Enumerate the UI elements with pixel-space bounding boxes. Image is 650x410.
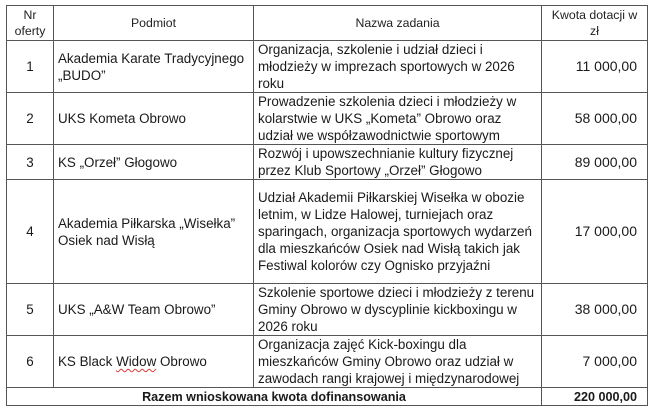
offer-number: 2 bbox=[7, 93, 54, 145]
header-entity: Podmiot bbox=[54, 6, 254, 41]
grant-amount: 7 000,00 bbox=[542, 336, 648, 388]
offer-number: 6 bbox=[7, 336, 54, 388]
spellcheck-flagged-word[interactable]: Widow bbox=[116, 354, 157, 369]
total-amount: 220 000,00 bbox=[542, 388, 648, 406]
grant-amount: 58 000,00 bbox=[542, 93, 648, 145]
grant-amount: 11 000,00 bbox=[542, 41, 648, 93]
grant-amount: 17 000,00 bbox=[542, 180, 648, 284]
grant-amount: 38 000,00 bbox=[542, 284, 648, 336]
task-name: Organizacja, szkolenie i udział dzieci i młodzieży w imprezach sportowych w 2026 roku bbox=[254, 41, 542, 93]
entity-name: UKS „A&W Team Obrowo” bbox=[54, 284, 254, 336]
table-row bbox=[7, 336, 648, 388]
task-name: Rozwój i upowszechnianie kultury fizycznej przez Klub Sportowy „Orzeł” Głogowo bbox=[254, 145, 542, 180]
entity-name: UKS Kometa Obrowo bbox=[54, 93, 254, 145]
total-row bbox=[7, 388, 648, 406]
table-row bbox=[7, 180, 648, 284]
header-row bbox=[7, 6, 648, 41]
grant-amount: 89 000,00 bbox=[542, 145, 648, 180]
task-name: Szkolenie sportowe dzieci i młodzieży z terenu Gminy Obrowo w dyscyplinie kickboxingu w 2026 roku bbox=[254, 284, 542, 336]
entity-name: KS „Orzeł” Głogowo bbox=[54, 145, 254, 180]
offer-number: 4 bbox=[7, 180, 54, 284]
total-label: Razem wnioskowana kwota dofinansowania bbox=[7, 388, 542, 406]
offer-number: 3 bbox=[7, 145, 54, 180]
table-row bbox=[7, 41, 648, 93]
table-row bbox=[7, 284, 648, 336]
entity-name-prefix: KS Black bbox=[58, 354, 117, 369]
header-task: Nazwa zadania bbox=[254, 6, 542, 41]
entity-name: Akademia Karate Tradycyjnego „BUDO” bbox=[54, 41, 254, 93]
entity-name: Akademia Piłkarska „Wisełka” Osiek nad Wisłą bbox=[54, 180, 254, 284]
offer-number: 5 bbox=[7, 284, 54, 336]
header-nr: Nr oferty bbox=[7, 6, 54, 41]
task-name: Udział Akademii Piłkarskiej Wisełka w obozie letnim, w Lidze Halowej, turniejach oraz sparingach, organizacja sportowych wydarzeń dla mieszkańców Osiek nad Wisłą takich jak Festiwal kolorów czy Ognisko przyjaźni bbox=[254, 180, 542, 284]
task-name: Organizacja zajęć Kick-boxingu dla mieszkańców Gminy Obrowo oraz udział w zawodach rangi krajowej i międzynarodowej bbox=[254, 336, 542, 388]
offer-number: 1 bbox=[7, 41, 54, 93]
table-row bbox=[7, 145, 648, 180]
entity-name-suffix: Obrowo bbox=[156, 354, 207, 369]
header-amount: Kwota dotacji w zł bbox=[542, 6, 648, 41]
grants-table bbox=[6, 5, 648, 406]
table-row bbox=[7, 93, 648, 145]
task-name: Prowadzenie szkolenia dzieci i młodzieży w kolarstwie w UKS „Kometa” Obrowo oraz udział we współzawodnictwie sportowym bbox=[254, 93, 542, 145]
entity-name bbox=[54, 336, 254, 388]
